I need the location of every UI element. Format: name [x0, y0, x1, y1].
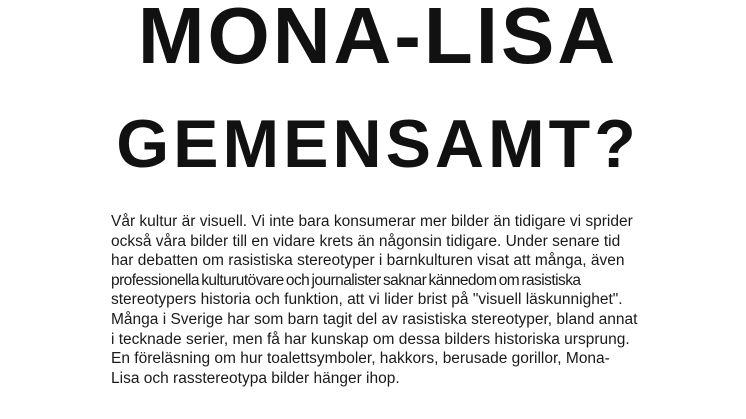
body-line: i tecknade serier, men få har kunskap om dessa bilders historiska ursprung. [111, 330, 630, 348]
body-line: har debatten om rasistiska stereotyper i barnkulturen visat att många, även [111, 252, 625, 270]
body-line: Många i Sverige har som barn tagit del av rasistiska stereotyper, bland annat [111, 310, 638, 328]
body-line: stereotypers historia och funktion, att vi lider brist på "visuell läskunnighet". [111, 291, 623, 309]
body-line: också våra bilder till en vidare krets än någonsin tidigare. Under senare tid [111, 232, 621, 250]
body-line: Lisa och rasstereotypa bilder hänger ihop. [111, 369, 400, 387]
body-line: En föreläsning om hur toalettsymboler, hakkors, berusade gorillor, Mona- [111, 350, 610, 368]
body-paragraph [111, 212, 651, 388]
page-title-line-1: MONA-LISA [137, 0, 619, 80]
body-line: professionella kulturutövare och journalister saknar kännedom om rasistiska [111, 271, 581, 289]
page-title-line-2: GEMENSAMT? [116, 106, 640, 182]
body-line: Vår kultur är visuell. Vi inte bara konsumerar mer bilder än tidigare vi sprider [111, 213, 633, 230]
